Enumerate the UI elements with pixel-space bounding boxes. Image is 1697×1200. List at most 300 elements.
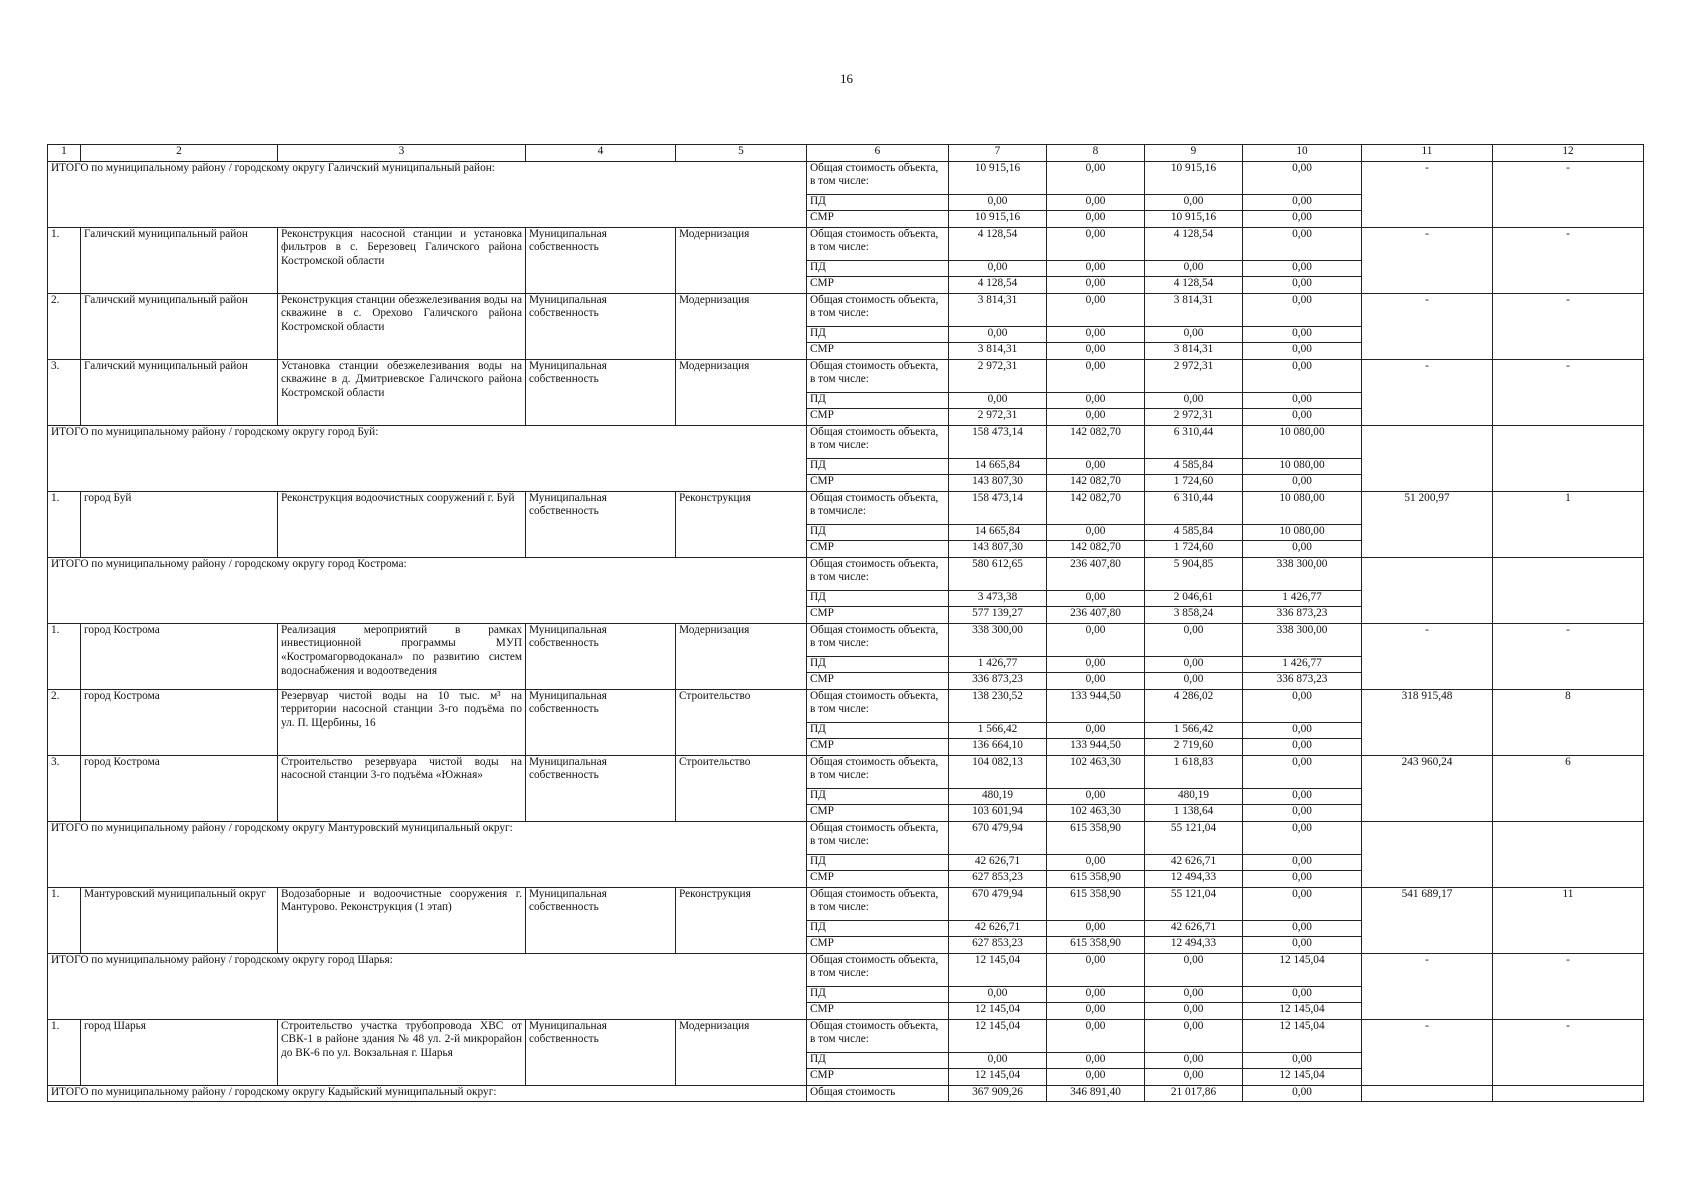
value-cell: 1 566,42 [1145,722,1243,739]
col12-cell [1493,1085,1644,1102]
value-cell: 0,00 [1145,623,1243,656]
value-cell: 12 145,04 [949,1069,1047,1086]
value-cell: 0,00 [1047,656,1145,673]
item-owner: Муниципальная собственность [526,359,676,425]
value-cell: 1 426,77 [949,656,1047,673]
item-district: Галичский муниципальный район [81,227,278,293]
item-district: город Кострома [81,755,278,821]
item-number: 3. [48,359,81,425]
value-cell: 3 814,31 [949,293,1047,326]
header-cell: 1 [48,145,81,162]
value-cell: 12 145,04 [949,1003,1047,1020]
item-owner: Муниципальная собственность [526,1019,676,1085]
col12-cell [1493,425,1644,491]
item-name: Водозаборные и водоочистные сооружения г. Мантурово. Реконструкция (1 этап) [278,887,526,953]
row-label-smr: СМР [807,343,949,360]
value-cell: 0,00 [949,986,1047,1003]
value-cell: 0,00 [1243,475,1362,492]
row-label-smr: СМР [807,541,949,558]
investment-table [47,144,1644,1102]
value-cell: 142 082,70 [1047,425,1145,458]
item-number: 1. [48,887,81,953]
item-type: Строительство [676,755,807,821]
row-label-total: Общая стоимость объекта, в том числе: [807,953,949,986]
header-cell: 9 [1145,145,1243,162]
col11-cell: 51 200,97 [1362,491,1493,557]
row-label-pd: ПД [807,920,949,937]
value-cell: 0,00 [1047,1019,1145,1052]
value-cell: 4 128,54 [1145,277,1243,294]
row-label-total: Общая стоимость объекта, в том числе: [807,887,949,920]
value-cell: 3 473,38 [949,590,1047,607]
value-cell: 10 080,00 [1243,425,1362,458]
value-cell: 0,00 [1243,161,1362,194]
value-cell: 336 873,23 [1243,607,1362,624]
item-name: Реконструкция водоочистных сооружений г. Буй [278,491,526,557]
row-label-smr: СМР [807,871,949,888]
row-label-smr: СМР [807,475,949,492]
value-cell: 0,00 [1243,755,1362,788]
col12-cell: 8 [1493,689,1644,755]
value-cell: 1 566,42 [949,722,1047,739]
col11-cell: 243 960,24 [1362,755,1493,821]
value-cell: 0,00 [1243,854,1362,871]
value-cell: 0,00 [1243,541,1362,558]
value-cell: 0,00 [1243,887,1362,920]
value-cell: 0,00 [1047,623,1145,656]
col11-cell: - [1362,623,1493,689]
value-cell: 136 664,10 [949,739,1047,756]
value-cell: 338 300,00 [1243,623,1362,656]
value-cell: 0,00 [1145,986,1243,1003]
item-total-row [48,491,1644,508]
value-cell: 0,00 [1047,673,1145,690]
item-type: Модернизация [676,1019,807,1085]
value-cell: 42 626,71 [1145,854,1243,871]
section-title: ИТОГО по муниципальному району / городскому округу город Кострома: [48,557,807,623]
value-cell: 10 915,16 [1145,161,1243,194]
value-cell: 142 082,70 [1047,475,1145,492]
item-total-row [48,755,1644,772]
section-total-row [48,953,1644,970]
col11-cell: - [1362,1019,1493,1085]
item-type: Модернизация [676,623,807,689]
col12-cell: 1 [1493,491,1644,557]
value-cell: 0,00 [1047,161,1145,194]
row-label-pd: ПД [807,524,949,541]
col11-cell: - [1362,161,1493,227]
col12-cell: - [1493,227,1644,293]
item-district: город Кострома [81,689,278,755]
value-cell: 0,00 [1047,590,1145,607]
value-cell: 0,00 [1047,293,1145,326]
value-cell: 4 128,54 [949,277,1047,294]
value-cell: 0,00 [1145,194,1243,211]
value-cell: 12 145,04 [949,953,1047,986]
row-label-smr: СМР [807,1069,949,1086]
value-cell: 42 626,71 [949,854,1047,871]
value-cell: 0,00 [1047,392,1145,409]
value-cell: 615 358,90 [1047,871,1145,888]
col11-cell: - [1362,359,1493,425]
section-total-row [48,821,1644,838]
value-cell: 0,00 [1047,953,1145,986]
value-cell: 1 724,60 [1145,475,1243,492]
item-total-row [48,689,1644,706]
value-cell: 0,00 [1047,277,1145,294]
item-number: 2. [48,689,81,755]
value-cell: 6 310,44 [1145,491,1243,524]
col11-cell: 541 689,17 [1362,887,1493,953]
item-number: 1. [48,227,81,293]
col11-cell [1362,425,1493,491]
row-label-pd: ПД [807,788,949,805]
value-cell: 143 807,30 [949,541,1047,558]
value-cell: 336 873,23 [949,673,1047,690]
value-cell: 627 853,23 [949,937,1047,954]
item-name: Строительство участка трубопровода ХВС от СВК-1 в районе здания № 48 ул. 2-й микрорайон до ВК-6 по ул. Вокзальная г. Шарья [278,1019,526,1085]
value-cell: 0,00 [1243,343,1362,360]
col11-cell [1362,1085,1493,1102]
item-type: Реконструкция [676,491,807,557]
value-cell: 0,00 [1047,326,1145,343]
value-cell: 0,00 [1047,211,1145,228]
value-cell: 12 145,04 [949,1019,1047,1052]
value-cell: 0,00 [1243,409,1362,426]
value-cell: 2 719,60 [1145,739,1243,756]
col12-cell: - [1493,623,1644,689]
value-cell: 580 612,65 [949,557,1047,590]
value-cell: 10 080,00 [1243,524,1362,541]
item-name: Установка станции обезжелезивания воды на скважине в д. Дмитриевское Галичского района Костромской области [278,359,526,425]
value-cell: 670 479,94 [949,887,1047,920]
item-total-row [48,293,1644,310]
value-cell: 1 724,60 [1145,541,1243,558]
row-label-smr: СМР [807,607,949,624]
section-title: ИТОГО по муниципальному району / городскому округу Кадыйский муниципальный округ: [48,1085,807,1102]
value-cell: 142 082,70 [1047,491,1145,524]
row-label-pd: ПД [807,458,949,475]
item-number: 1. [48,491,81,557]
item-total-row [48,887,1644,904]
header-cell: 7 [949,145,1047,162]
header-cell: 5 [676,145,807,162]
value-cell: 0,00 [1243,937,1362,954]
item-name: Резервуар чистой воды на 10 тыс. м³ на территории насосной станции 3-го подъёма по ул. П. Щербины, 16 [278,689,526,755]
col12-cell: - [1493,1019,1644,1085]
section-total-row [48,557,1644,574]
value-cell: 10 915,16 [949,211,1047,228]
item-type: Реконструкция [676,887,807,953]
value-cell: 102 463,30 [1047,755,1145,788]
value-cell: 0,00 [1243,986,1362,1003]
value-cell: 4 585,84 [1145,458,1243,475]
value-cell: 102 463,30 [1047,805,1145,822]
value-cell: 10 080,00 [1243,491,1362,524]
item-type: Модернизация [676,359,807,425]
col11-cell: - [1362,953,1493,1019]
value-cell: 5 904,85 [1145,557,1243,590]
row-label-total: Общая стоимость объекта, в томчисле: [807,491,949,524]
row-label-total: Общая стоимость объекта, в том числе: [807,557,949,590]
value-cell: 0,00 [1047,227,1145,260]
row-label-pd: ПД [807,854,949,871]
value-cell: 2 972,31 [949,359,1047,392]
item-district: Галичский муниципальный район [81,293,278,359]
col12-cell: - [1493,293,1644,359]
header-cell: 10 [1243,145,1362,162]
value-cell: 0,00 [1243,920,1362,937]
row-label-pd: ПД [807,260,949,277]
value-cell: 0,00 [949,326,1047,343]
value-cell: 0,00 [1243,689,1362,722]
value-cell: 55 121,04 [1145,887,1243,920]
value-cell: 0,00 [1145,392,1243,409]
value-cell: 10 080,00 [1243,458,1362,475]
value-cell: 0,00 [1243,1052,1362,1069]
item-total-row [48,623,1644,640]
col12-cell: - [1493,161,1644,227]
item-owner: Муниципальная собственность [526,887,676,953]
value-cell: 4 128,54 [1145,227,1243,260]
item-number: 3. [48,755,81,821]
value-cell: 367 909,26 [949,1085,1047,1102]
value-cell: 336 873,23 [1243,673,1362,690]
value-cell: 0,00 [1047,343,1145,360]
row-label-smr: СМР [807,805,949,822]
item-number: 2. [48,293,81,359]
value-cell: 55 121,04 [1145,821,1243,854]
value-cell: 0,00 [1243,722,1362,739]
row-label-total: Общая стоимость объекта, в том числе: [807,359,949,392]
item-name: Реконструкция насосной станции и установка фильтров в с. Березовец Галичского района Костромской области [278,227,526,293]
value-cell: 12 494,33 [1145,871,1243,888]
item-total-row [48,227,1644,244]
col11-cell [1362,821,1493,887]
item-name: Реализация мероприятий в рамках инвестиционной программы МУП «Костромагорводоканал» по развитию систем водоснабжения и водоотведения [278,623,526,689]
value-cell: 2 046,61 [1145,590,1243,607]
header-cell: 6 [807,145,949,162]
value-cell: 0,00 [1047,920,1145,937]
value-cell: 2 972,31 [1145,359,1243,392]
item-type: Модернизация [676,227,807,293]
value-cell: 12 145,04 [1243,1019,1362,1052]
value-cell: 138 230,52 [949,689,1047,722]
row-label-pd: ПД [807,1052,949,1069]
section-title: ИТОГО по муниципальному району / городскому округу Галичский муниципальный район: [48,161,807,227]
row-label-total: Общая стоимость объекта, в том числе: [807,161,949,194]
header-cell: 12 [1493,145,1644,162]
col11-cell: - [1362,227,1493,293]
value-cell: 0,00 [1145,673,1243,690]
col12-cell [1493,821,1644,887]
value-cell: 0,00 [1243,359,1362,392]
row-label-pd: ПД [807,194,949,211]
value-cell: 10 915,16 [1145,211,1243,228]
value-cell: 627 853,23 [949,871,1047,888]
value-cell: 670 479,94 [949,821,1047,854]
value-cell: 0,00 [949,392,1047,409]
value-cell: 12 145,04 [1243,1069,1362,1086]
value-cell: 338 300,00 [1243,557,1362,590]
col12-cell: - [1493,359,1644,425]
value-cell: 0,00 [1243,277,1362,294]
value-cell: 6 310,44 [1145,425,1243,458]
row-label-total: Общая стоимость объекта, в том числе: [807,293,949,326]
row-label-total: Общая стоимость объекта, в том числе: [807,821,949,854]
value-cell: 1 426,77 [1243,656,1362,673]
value-cell: 0,00 [1145,656,1243,673]
value-cell: 12 494,33 [1145,937,1243,954]
value-cell: 12 145,04 [1243,1003,1362,1020]
section-total-row [48,425,1644,442]
value-cell: 10 915,16 [949,161,1047,194]
item-owner: Муниципальная собственность [526,689,676,755]
value-cell: 142 082,70 [1047,541,1145,558]
value-cell: 0,00 [1243,392,1362,409]
value-cell: 4 286,02 [1145,689,1243,722]
value-cell: 0,00 [1145,1003,1243,1020]
row-label-total: Общая стоимость объекта, в том числе: [807,1019,949,1052]
value-cell: 0,00 [1243,805,1362,822]
item-owner: Муниципальная собственность [526,227,676,293]
section-title: ИТОГО по муниципальному району / городскому округу город Шарья: [48,953,807,1019]
value-cell: 42 626,71 [949,920,1047,937]
value-cell: 103 601,94 [949,805,1047,822]
value-cell: 0,00 [1047,722,1145,739]
value-cell: 0,00 [1047,524,1145,541]
item-district: город Шарья [81,1019,278,1085]
item-district: Мантуровский муниципальный округ [81,887,278,953]
page-number: 16 [840,71,853,86]
row-label-pd: ПД [807,722,949,739]
value-cell: 0,00 [1243,821,1362,854]
item-owner: Муниципальная собственность [526,623,676,689]
value-cell: 0,00 [1047,854,1145,871]
value-cell: 0,00 [1243,739,1362,756]
row-label-pd: ПД [807,326,949,343]
row-label-total: Общая стоимость объекта, в том числе: [807,623,949,656]
value-cell: 4 128,54 [949,227,1047,260]
value-cell: 104 082,13 [949,755,1047,788]
item-type: Строительство [676,689,807,755]
col11-cell: 318 915,48 [1362,689,1493,755]
value-cell: 0,00 [1145,1069,1243,1086]
value-cell: 338 300,00 [949,623,1047,656]
value-cell: 14 665,84 [949,458,1047,475]
value-cell: 1 426,77 [1243,590,1362,607]
value-cell: 3 814,31 [949,343,1047,360]
item-name: Реконструкция станции обезжелезивания воды на скважине в с. Орехово Галичского района Костромской области [278,293,526,359]
section-total-row [48,161,1644,178]
value-cell: 0,00 [1243,1085,1362,1102]
item-total-row [48,1019,1644,1036]
value-cell: 615 358,90 [1047,887,1145,920]
value-cell: 0,00 [1145,1052,1243,1069]
value-cell: 143 807,30 [949,475,1047,492]
value-cell: 0,00 [1047,1003,1145,1020]
col12-cell: 6 [1493,755,1644,821]
row-label-smr: СМР [807,277,949,294]
item-owner: Муниципальная собственность [526,491,676,557]
row-label-total: Общая стоимость объекта, в том числе: [807,755,949,788]
value-cell: 158 473,14 [949,491,1047,524]
row-label-smr: СМР [807,1003,949,1020]
item-owner: Муниципальная собственность [526,293,676,359]
item-type: Модернизация [676,293,807,359]
value-cell: 0,00 [1145,1019,1243,1052]
item-number: 1. [48,623,81,689]
value-cell: 133 944,50 [1047,739,1145,756]
row-label-pd: ПД [807,986,949,1003]
item-owner: Муниципальная собственность [526,755,676,821]
value-cell: 4 585,84 [1145,524,1243,541]
value-cell: 236 407,80 [1047,607,1145,624]
section-title: ИТОГО по муниципальному району / городскому округу Мантуровский муниципальный округ: [48,821,807,887]
value-cell: 2 972,31 [949,409,1047,426]
header-cell: 2 [81,145,278,162]
value-cell: 615 358,90 [1047,821,1145,854]
col11-cell [1362,557,1493,623]
value-cell: 3 858,24 [1145,607,1243,624]
row-label-smr: СМР [807,409,949,426]
value-cell: 480,19 [1145,788,1243,805]
section-total-row [48,1085,1644,1102]
value-cell: 3 814,31 [1145,343,1243,360]
row-label-pd: ПД [807,590,949,607]
value-cell: 42 626,71 [1145,920,1243,937]
value-cell: 577 139,27 [949,607,1047,624]
value-cell: 0,00 [1243,260,1362,277]
value-cell: 236 407,80 [1047,557,1145,590]
value-cell: 0,00 [1047,409,1145,426]
value-cell: 14 665,84 [949,524,1047,541]
col12-cell: - [1493,953,1644,1019]
header-row [48,145,1644,162]
value-cell: 0,00 [949,1052,1047,1069]
value-cell: 3 814,31 [1145,293,1243,326]
value-cell: 158 473,14 [949,425,1047,458]
item-district: город Буй [81,491,278,557]
value-cell: 0,00 [1145,326,1243,343]
item-name: Строительство резервуара чистой воды на насосной станции 3-го подъёма «Южная» [278,755,526,821]
value-cell: 0,00 [1243,211,1362,228]
item-total-row [48,359,1644,376]
row-label-pd: ПД [807,656,949,673]
col11-cell: - [1362,293,1493,359]
value-cell: 346 891,40 [1047,1085,1145,1102]
row-label-smr: СМР [807,739,949,756]
header-cell: 3 [278,145,526,162]
header-cell: 11 [1362,145,1493,162]
section-title: ИТОГО по муниципальному району / городскому округу город Буй: [48,425,807,491]
row-label-total: Общая стоимость объекта, в том числе: [807,227,949,260]
value-cell: 0,00 [1243,194,1362,211]
row-label-smr: СМР [807,937,949,954]
value-cell: 0,00 [1145,260,1243,277]
item-district: город Кострома [81,623,278,689]
value-cell: 0,00 [1243,326,1362,343]
row-label-total: Общая стоимость объекта, в том числе: [807,689,949,722]
value-cell: 0,00 [1243,871,1362,888]
value-cell: 1 618,83 [1145,755,1243,788]
value-cell: 2 972,31 [1145,409,1243,426]
value-cell: 480,19 [949,788,1047,805]
item-number: 1. [48,1019,81,1085]
col12-cell [1493,557,1644,623]
header-cell: 8 [1047,145,1145,162]
row-label-total: Общая стоимость объекта, в том числе: [807,425,949,458]
